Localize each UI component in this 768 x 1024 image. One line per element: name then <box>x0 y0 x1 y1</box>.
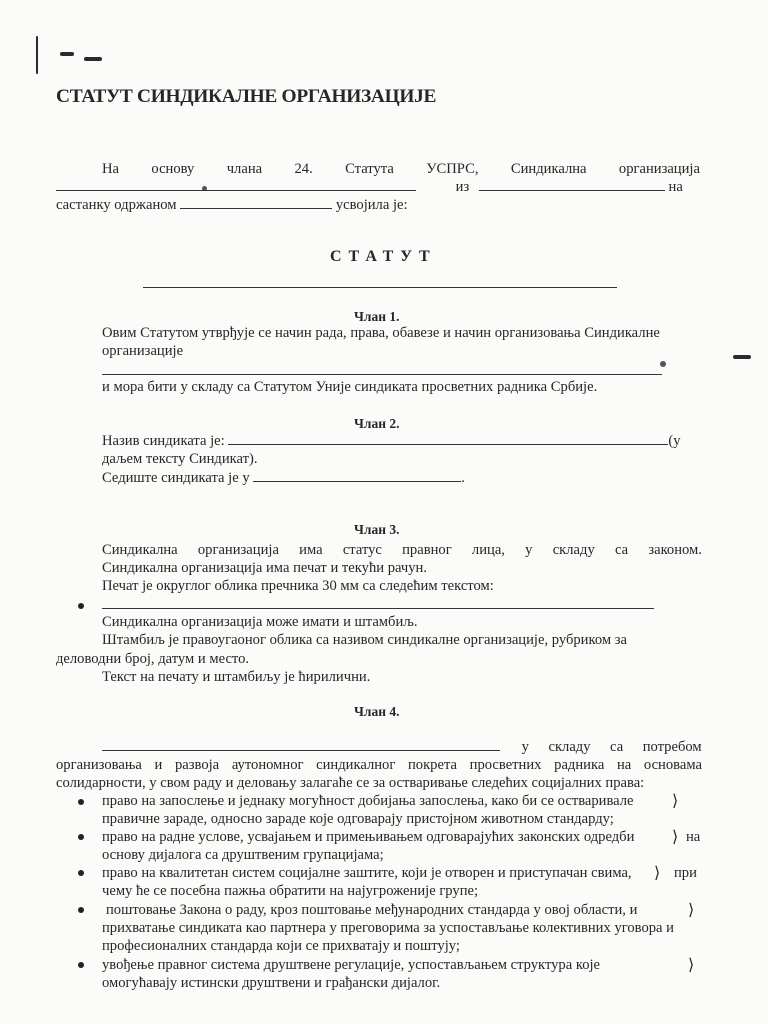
intro-word: УСПРС, <box>426 161 479 177</box>
document-title: СТАТУТ СИНДИКАЛНЕ ОРГАНИЗАЦИЈЕ <box>56 86 437 107</box>
scan-bracket: ⟩ <box>688 902 695 919</box>
clan3-word: са <box>614 542 629 558</box>
bullet-3-line1-end: при <box>674 865 697 881</box>
bullet-icon <box>78 799 84 805</box>
clan1-blank-line <box>102 374 662 375</box>
intro-word: 24. <box>294 161 313 177</box>
intro-line-2 <box>56 178 702 196</box>
clan1-line3: и мора бити у складу са Статутом Уније синдиката просветних радника Србије. <box>102 379 598 395</box>
clan3-word: у <box>525 542 533 558</box>
clan4-line3: солидарности, у свом раду и деловању залагаће се за остваривање следећих социјалних права: <box>56 775 645 791</box>
bullet-icon <box>78 603 84 609</box>
clan4-word: у <box>521 739 529 755</box>
scan-bracket: ⟩ <box>654 865 661 882</box>
intro-word: На <box>102 161 120 177</box>
clan3-line7: Текст на печату и штамбиљу је ћирилични. <box>102 669 371 685</box>
clan3-blank-line <box>102 608 654 609</box>
clan2-period: . <box>461 470 465 486</box>
heading-rule <box>143 287 617 288</box>
bullet-1-line2: правичне зараде, односно зараде које одговарају пристојном животном стандарду; <box>102 811 614 827</box>
clan1-line2: организације <box>102 343 184 359</box>
seat-blank[interactable] <box>253 470 461 482</box>
clan3-line6: деловодни број, датум и место. <box>56 651 250 667</box>
bullet-4-line3: професионалних стандарда који се прихватају и поштују; <box>102 938 460 954</box>
clan4-word: потребом <box>642 739 702 755</box>
bullet-4-line1: поштовање Закона о раду, кроз поштовање међународних стандарда у овој области, и <box>106 902 638 918</box>
organization-name-blank[interactable] <box>56 179 416 191</box>
scan-bracket: ⟩ <box>672 793 679 810</box>
clan2-name-label: Назив синдиката је: <box>102 433 225 449</box>
bullet-5-line2: омогућавају истински друштвени и грађански дијалог. <box>102 975 441 991</box>
clan1-title: Члан 1. <box>354 309 400 324</box>
clan4-word: и <box>154 757 163 773</box>
bullet-1-line1: право на запослење и једнаку могућност добијања запослења, како би се остваривале <box>102 793 634 809</box>
clan4-word: складу <box>548 739 591 755</box>
intro-line-1 <box>102 160 700 178</box>
scan-mark <box>733 355 751 359</box>
intro-word: члана <box>226 161 263 177</box>
clan2-line2: даљем тексту Синдикат). <box>102 451 258 467</box>
intro-iz: из <box>455 179 470 195</box>
intro-word: организација <box>618 161 700 177</box>
clan3-word: лица, <box>471 542 505 558</box>
clan3-line2: Синдикална организација има печат и текући рачун. <box>102 560 427 576</box>
clan3-word: организација <box>197 542 279 558</box>
meeting-date-blank[interactable] <box>180 197 332 209</box>
clan3-line1 <box>102 541 702 559</box>
clan3-word: складу <box>552 542 595 558</box>
bullet-2-line1-end: на <box>686 829 701 845</box>
scan-speck <box>660 361 666 367</box>
intro-adopted: усвојила је: <box>335 197 408 213</box>
intro-word: Синдикална <box>510 161 587 177</box>
clan4-word: развоја <box>174 757 220 773</box>
clan4-word: синдикалног <box>316 757 396 773</box>
scan-bracket: ⟩ <box>688 957 695 974</box>
intro-line-3 <box>56 196 408 214</box>
clan4-word: основама <box>643 757 702 773</box>
clan2-seat-label: Седиште синдиката је у <box>102 470 250 486</box>
clan3-line5: Штамбиљ је правоугаоног облика са називом синдикалне организације, рубриком за <box>102 632 627 648</box>
bullet-3-line2: чему ће се посебна пажња обратити на најугроженије групе; <box>102 883 479 899</box>
clan2-line1 <box>102 432 702 450</box>
clan4-word: на <box>616 757 632 773</box>
clan2-title: Члан 2. <box>354 416 400 431</box>
bullet-4-line2: прихватање синдиката као партнера у преговорима за успостављање колективних уговора и <box>102 920 674 936</box>
bullet-icon <box>78 870 84 876</box>
clan4-title: Члан 4. <box>354 704 400 719</box>
clan1-line1: Овим Статутом утврђује се начин рада, права, обавезе и начин организовања Синдикалне <box>102 325 660 341</box>
scan-bracket: ⟩ <box>672 829 679 846</box>
clan4-word: аутономног <box>231 757 304 773</box>
clan3-word: правног <box>402 542 452 558</box>
union-name-blank[interactable] <box>228 433 668 445</box>
intro-word: основу <box>151 161 195 177</box>
clan4-line1 <box>102 738 702 756</box>
clan4-word: просветних <box>469 757 542 773</box>
clan3-title: Члан 3. <box>354 522 400 537</box>
clan4-word: са <box>610 739 624 755</box>
bullet-icon <box>78 962 84 968</box>
clan2-paren: (у <box>668 433 681 449</box>
bullet-2-line2: основу дијалога са друштвеним групацијама; <box>102 847 384 863</box>
clan3-word: законом. <box>648 542 702 558</box>
bullet-3-line1: право на квалитетан систем социјалне заштите, који је отворен и приступачан свима, <box>102 865 632 881</box>
scan-mark <box>60 52 74 56</box>
bullet-icon <box>78 907 84 913</box>
clan2-line3 <box>102 469 465 487</box>
clan3-word: статус <box>342 542 382 558</box>
clan4-line2 <box>56 756 702 774</box>
clan3-word: има <box>299 542 323 558</box>
scan-mark <box>36 36 38 74</box>
bullet-5-line1: увођење правног система друштвене регулације, успостављањем структура које <box>102 957 601 973</box>
statute-heading: СТАТУТ <box>330 248 437 265</box>
clan4-word: организовања <box>56 757 142 773</box>
bullet-icon <box>78 834 84 840</box>
intro-meeting-label: састанку одржаном <box>56 197 177 213</box>
scan-mark <box>84 57 102 61</box>
bullet-2-line1: право на радне услове, усвајањем и примењивањем одговарајућих законских одредби <box>102 829 635 845</box>
intro-word: Статута <box>345 161 394 177</box>
place-blank[interactable] <box>479 179 665 191</box>
clan4-blank[interactable] <box>102 739 500 751</box>
clan3-line3: Печат је округлог облика пречника 30 мм са следећим текстом: <box>102 578 494 594</box>
clan3-word: Синдикална <box>102 542 178 558</box>
clan4-word: покрета <box>407 757 457 773</box>
clan3-line4: Синдикална организација може имати и штамбиљ. <box>102 614 418 630</box>
intro-na: на <box>668 179 683 195</box>
clan4-word: радника <box>554 757 605 773</box>
